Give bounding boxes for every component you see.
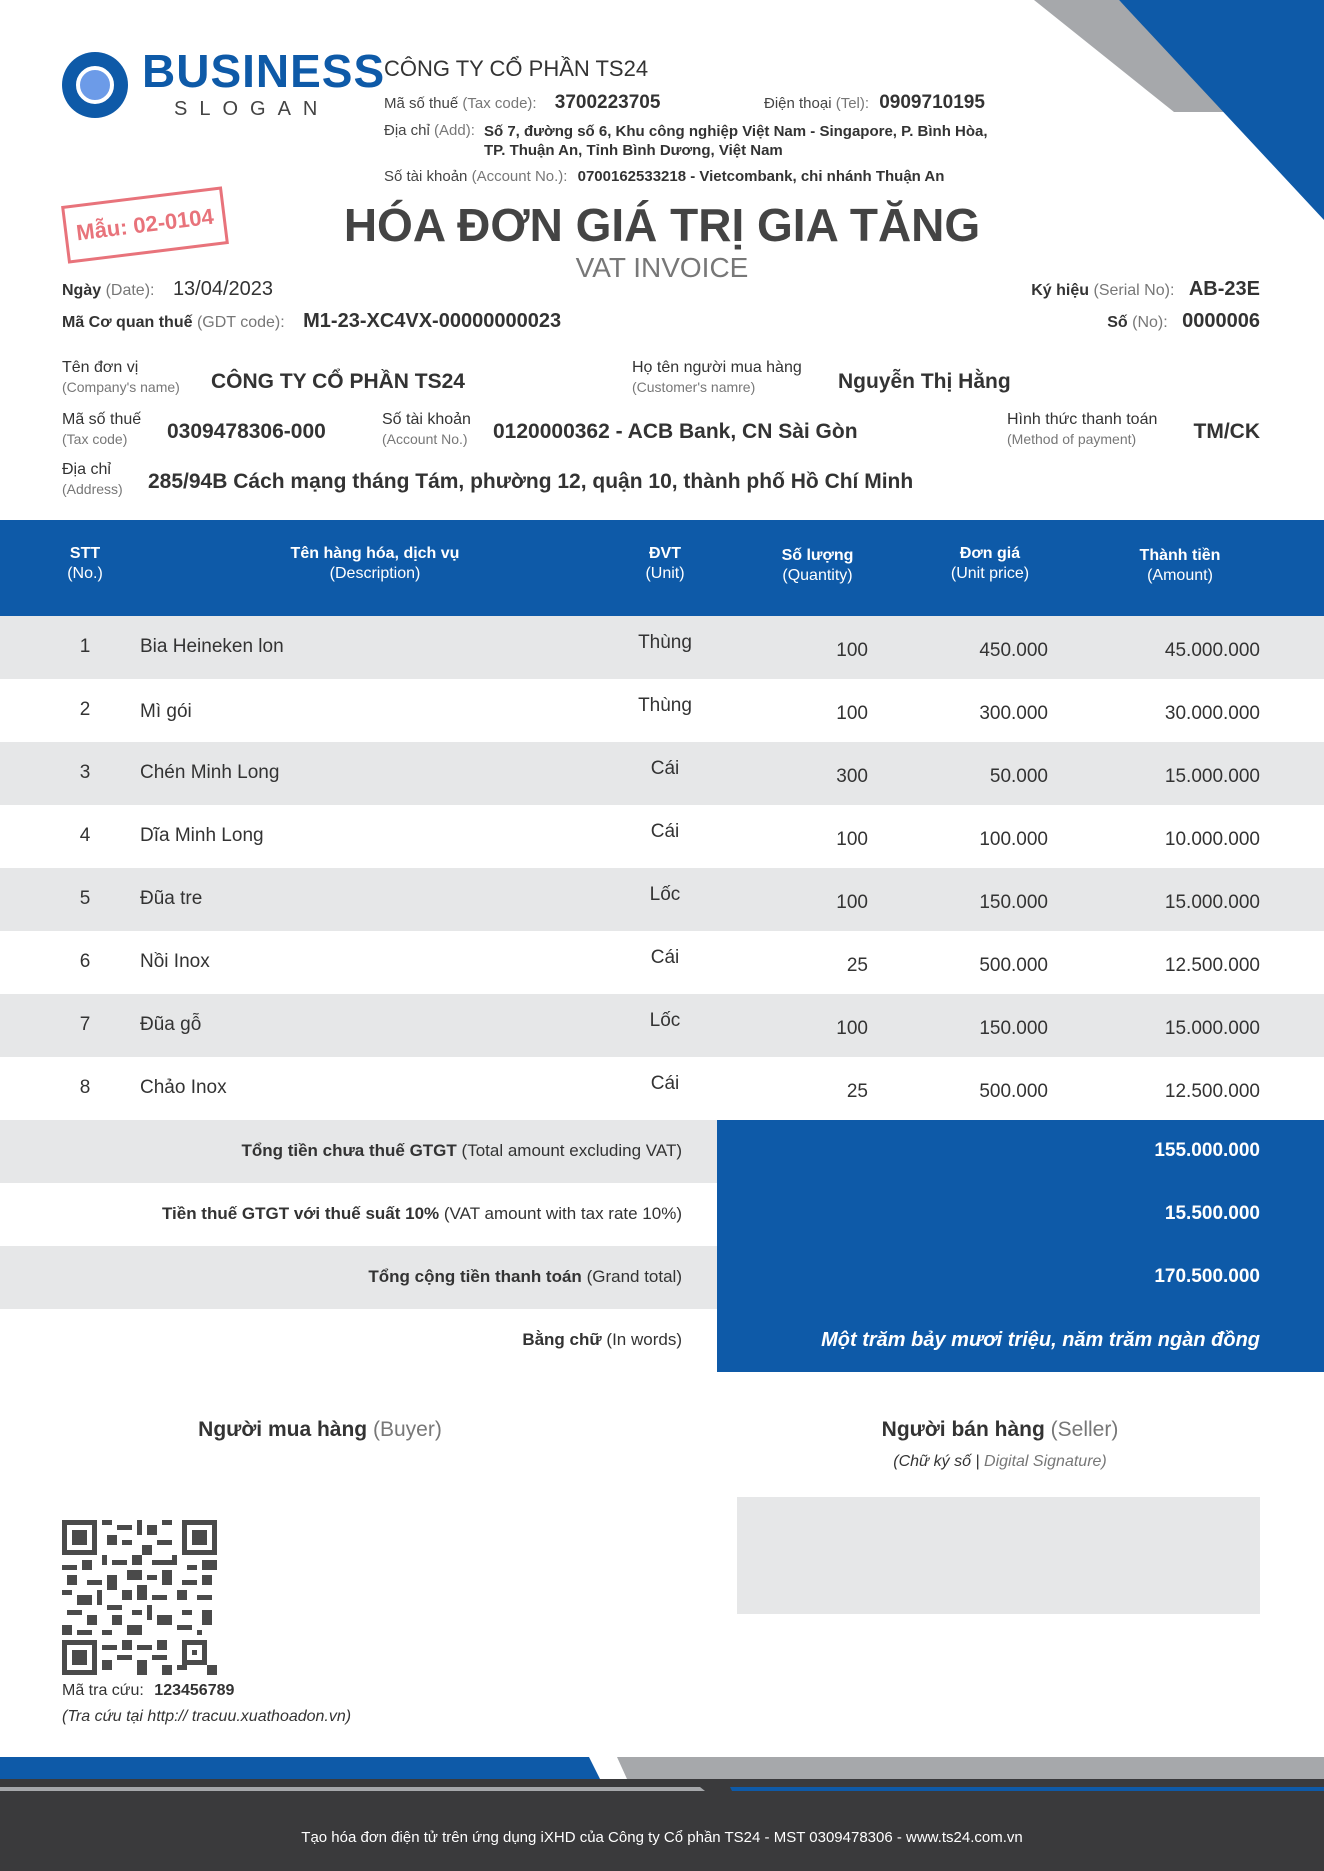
gdt-label-en: (GDT code): bbox=[196, 314, 285, 331]
seller-account-label: Số tài khoản bbox=[384, 168, 468, 185]
row-desc: Mì gói bbox=[140, 701, 192, 722]
buyer-tax-label-en: (Tax code) bbox=[62, 431, 128, 447]
serial-row bbox=[1031, 278, 1260, 301]
buyer-company-label-en: (Company's name) bbox=[62, 379, 180, 395]
table-row bbox=[0, 742, 1324, 805]
buyer-signature-label-en: (Buyer) bbox=[372, 1418, 442, 1441]
row-amount: 30.000.000 bbox=[1164, 703, 1260, 724]
row-qty: 100 bbox=[836, 703, 868, 724]
row-qty: 100 bbox=[836, 640, 868, 661]
row-no: 7 bbox=[79, 1014, 91, 1035]
buyer-customer-label bbox=[632, 358, 802, 396]
seller-tel-label: Điện thoại bbox=[764, 95, 832, 112]
vat-value: 15.500.000 bbox=[1164, 1203, 1260, 1224]
row-qty: 100 bbox=[836, 829, 868, 850]
row-unit: Cái bbox=[650, 1073, 680, 1094]
serial-no: AB-23E bbox=[1188, 278, 1260, 300]
row-price: 500.000 bbox=[979, 1081, 1048, 1102]
vat-label-en: (VAT amount with tax rate 10%) bbox=[443, 1204, 682, 1223]
row-unit: Thùng bbox=[638, 695, 692, 716]
seller-signature-label-en: (Seller) bbox=[1050, 1418, 1119, 1441]
lookup-note[interactable]: (Tra cứu tại http:// tracuu.xuathoadon.vn) bbox=[62, 1708, 352, 1725]
row-qty: 100 bbox=[836, 1018, 868, 1039]
table-row bbox=[0, 868, 1324, 931]
seller-tax-row bbox=[384, 92, 660, 114]
row-unit: Cái bbox=[650, 821, 680, 842]
items-table bbox=[0, 520, 1324, 1372]
row-amount: 45.000.000 bbox=[1164, 640, 1260, 661]
vat-label-vi: Tiền thuế GTGT với thuế suất 10% bbox=[161, 1204, 440, 1223]
vat-row bbox=[0, 1183, 1324, 1246]
business-logo bbox=[62, 45, 386, 122]
invoice-date-row bbox=[62, 278, 273, 301]
row-desc: Chảo Inox bbox=[140, 1077, 227, 1098]
buyer-address-label-vi: Địa chỉ bbox=[62, 461, 111, 478]
seller-signature-note bbox=[800, 1453, 1200, 1471]
row-unit: Cái bbox=[650, 947, 680, 968]
buyer-account-label-en: (Account No.) bbox=[382, 431, 468, 447]
row-no: 6 bbox=[79, 951, 91, 972]
row-no: 5 bbox=[79, 888, 91, 909]
gdt-code-row bbox=[62, 310, 561, 333]
buyer-company-label bbox=[62, 358, 180, 396]
buyer-signature-title bbox=[140, 1418, 500, 1442]
row-price: 150.000 bbox=[979, 892, 1048, 913]
row-no: 3 bbox=[79, 762, 91, 783]
table-row bbox=[0, 679, 1324, 742]
th-qty-en: (Quantity) bbox=[782, 567, 853, 584]
row-no: 8 bbox=[79, 1077, 91, 1098]
seller-tax-label-en: (Tax code): bbox=[462, 95, 537, 112]
grand-total-label bbox=[368, 1267, 682, 1287]
seller-address-label-wrap bbox=[384, 122, 475, 139]
seller-tax-code: 3700223705 bbox=[554, 92, 661, 113]
row-no: 2 bbox=[79, 699, 91, 720]
seller-address-line2: TP. Thuận An, Tỉnh Bình Dương, Việt Nam bbox=[484, 142, 783, 159]
words-label-en: (In words) bbox=[606, 1330, 682, 1349]
buyer-address-label bbox=[62, 460, 123, 498]
row-amount: 15.000.000 bbox=[1164, 892, 1260, 913]
grand-total-row bbox=[0, 1246, 1324, 1309]
vat-box bbox=[717, 1183, 1324, 1246]
grand-total-box bbox=[717, 1246, 1324, 1309]
row-desc: Nồi Inox bbox=[140, 951, 210, 972]
buyer-customer-label-en: (Customer's namre) bbox=[632, 379, 756, 395]
buyer-company-label-vi: Tên đơn vị bbox=[62, 359, 139, 376]
th-unit-vi: ĐVT bbox=[649, 545, 681, 562]
vat-label bbox=[162, 1204, 682, 1224]
row-desc: Chén Minh Long bbox=[140, 762, 280, 783]
seller-address bbox=[484, 122, 988, 160]
buyer-account-label-vi: Số tài khoản bbox=[382, 411, 471, 428]
in-words-value: Một trăm bảy mươi triệu, năm trăm ngàn đồng bbox=[821, 1329, 1260, 1351]
buyer-customer-label-vi: Họ tên người mua hàng bbox=[632, 359, 802, 376]
seller-note-vi: (Chữ ký số | bbox=[893, 1453, 980, 1470]
buyer-company: CÔNG TY CỔ PHẦN TS24 bbox=[211, 370, 465, 393]
table-row bbox=[0, 1057, 1324, 1120]
no-label: Số bbox=[1107, 314, 1128, 331]
grand-total-value: 170.500.000 bbox=[1154, 1266, 1260, 1287]
seller-company-name: CÔNG TY CỔ PHẦN TS24 bbox=[384, 56, 649, 81]
invoice-no-row bbox=[1107, 310, 1260, 333]
row-no: 1 bbox=[79, 636, 91, 657]
table-row bbox=[0, 994, 1324, 1057]
footer-text: Tạo hóa đơn điện tử trên ứng dụng iXHD của Công ty Cổ phần TS24 - MST 0309478306 - www.ts24.com.vn bbox=[301, 1829, 1023, 1846]
th-amount bbox=[1105, 546, 1255, 586]
subtotal-label bbox=[241, 1141, 682, 1161]
row-unit: Lốc bbox=[649, 884, 681, 905]
th-amount-en: (Amount) bbox=[1147, 567, 1213, 584]
row-unit: Thùng bbox=[638, 632, 692, 653]
seller-tel-label-en: (Tel): bbox=[835, 95, 870, 112]
row-amount: 12.500.000 bbox=[1164, 1081, 1260, 1102]
th-unit-en: (Unit) bbox=[645, 565, 685, 582]
buyer-signature-label: Người mua hàng bbox=[198, 1418, 368, 1441]
subtotal-box bbox=[717, 1120, 1324, 1183]
lookup-code-row bbox=[62, 1682, 234, 1700]
qr-code-icon bbox=[62, 1520, 217, 1675]
seller-address-label-en: (Add): bbox=[434, 122, 475, 139]
row-desc: Dĩa Minh Long bbox=[140, 825, 264, 846]
th-qty-vi: Số lượng bbox=[781, 547, 854, 564]
seller-account: 0700162533218 - Vietcombank, chi nhánh Thuận An bbox=[577, 168, 945, 185]
date-label: Ngày bbox=[62, 282, 102, 299]
th-price-vi: Đơn giá bbox=[959, 545, 1021, 562]
row-price: 500.000 bbox=[979, 955, 1048, 976]
th-desc bbox=[200, 544, 550, 584]
footer-decoration bbox=[0, 1757, 1324, 1797]
buyer-tax-label bbox=[62, 410, 141, 448]
table-header bbox=[0, 520, 1324, 616]
in-words-row bbox=[0, 1309, 1324, 1372]
lookup-code: 123456789 bbox=[154, 1682, 235, 1699]
seller-account-label-en: (Account No.): bbox=[471, 168, 568, 185]
row-unit: Lốc bbox=[649, 1010, 681, 1031]
row-desc: Đũa tre bbox=[140, 888, 203, 909]
form-stamp: Mẫu: 02-0104 bbox=[61, 186, 229, 263]
seller-account-row bbox=[384, 168, 944, 185]
buyer-customer: Nguyễn Thị Hằng bbox=[838, 370, 1011, 393]
th-desc-vi: Tên hàng hóa, dịch vụ bbox=[290, 545, 460, 562]
grand-label-vi: Tổng cộng tiền thanh toán bbox=[368, 1267, 582, 1286]
logo-slogan: SLOGAN bbox=[174, 98, 330, 120]
row-no: 4 bbox=[79, 825, 91, 846]
buyer-payment-label-en: (Method of payment) bbox=[1007, 431, 1137, 447]
seller-tax-label: Mã số thuế bbox=[384, 95, 459, 112]
seller-signature-title bbox=[800, 1418, 1200, 1442]
row-qty: 25 bbox=[846, 955, 868, 976]
th-no-vi: STT bbox=[69, 545, 101, 562]
th-qty bbox=[750, 546, 885, 586]
row-price: 100.000 bbox=[979, 829, 1048, 850]
in-words-box bbox=[717, 1309, 1324, 1372]
row-amount: 15.000.000 bbox=[1164, 1018, 1260, 1039]
grand-label-en: (Grand total) bbox=[586, 1267, 682, 1286]
row-amount: 10.000.000 bbox=[1164, 829, 1260, 850]
row-qty: 25 bbox=[846, 1081, 868, 1102]
lookup-label: Mã tra cứu: bbox=[62, 1682, 144, 1699]
th-no bbox=[40, 544, 130, 584]
date-label-en: (Date): bbox=[105, 282, 155, 299]
seller-address-line1: Số 7, đường số 6, Khu công nghiệp Việt Nam - Singapore, P. Bình Hòa, bbox=[484, 123, 988, 140]
subtotal-row bbox=[0, 1120, 1324, 1183]
digital-signature-box bbox=[737, 1497, 1260, 1614]
th-price bbox=[915, 544, 1065, 584]
row-unit: Cái bbox=[650, 758, 680, 779]
corner-decoration bbox=[1024, 0, 1324, 230]
table-row bbox=[0, 616, 1324, 679]
row-price: 300.000 bbox=[979, 703, 1048, 724]
logo-circle-icon bbox=[62, 52, 128, 118]
th-price-en: (Unit price) bbox=[950, 565, 1030, 582]
th-no-en: (No.) bbox=[67, 565, 103, 582]
th-unit bbox=[600, 544, 730, 584]
seller-tel-row bbox=[764, 92, 985, 114]
row-amount: 12.500.000 bbox=[1164, 955, 1260, 976]
table-row bbox=[0, 805, 1324, 868]
invoice-no: 0000006 bbox=[1182, 310, 1260, 332]
invoice-subtitle: VAT INVOICE bbox=[575, 252, 749, 283]
row-qty: 100 bbox=[836, 892, 868, 913]
buyer-payment-label-vi: Hình thức thanh toán bbox=[1007, 411, 1158, 428]
buyer-account-label bbox=[382, 410, 471, 448]
gdt-label: Mã Cơ quan thuế bbox=[62, 314, 193, 331]
no-label-en: (No): bbox=[1132, 314, 1168, 331]
seller-address-label: Địa chỉ bbox=[384, 122, 430, 139]
seller-tel: 0909710195 bbox=[879, 92, 985, 113]
row-price: 150.000 bbox=[979, 1018, 1048, 1039]
row-price: 450.000 bbox=[979, 640, 1048, 661]
invoice-date: 13/04/2023 bbox=[172, 278, 274, 300]
subtotal-label-en: (Total amount excluding VAT) bbox=[461, 1141, 682, 1160]
buyer-account: 0120000362 - ACB Bank, CN Sài Gòn bbox=[493, 420, 858, 443]
table-row bbox=[0, 931, 1324, 994]
subtotal-label-vi: Tổng tiền chưa thuế GTGT bbox=[241, 1141, 457, 1160]
row-desc: Đũa gỗ bbox=[140, 1014, 202, 1035]
buyer-tax-label-vi: Mã số thuế bbox=[62, 411, 142, 428]
row-desc: Bia Heineken lon bbox=[140, 636, 284, 657]
invoice-title: HÓA ĐƠN GIÁ TRỊ GIA TĂNG bbox=[343, 199, 981, 251]
serial-label-en: (Serial No): bbox=[1093, 282, 1175, 299]
serial-label: Ký hiệu bbox=[1031, 282, 1090, 299]
seller-note-en: Digital Signature) bbox=[984, 1453, 1107, 1470]
buyer-address: 285/94B Cách mạng tháng Tám, phường 12, quận 10, thành phố Hồ Chí Minh bbox=[148, 470, 914, 493]
buyer-address-label-en: (Address) bbox=[62, 481, 123, 497]
subtotal-value: 155.000.000 bbox=[1154, 1140, 1260, 1161]
buyer-tax-code: 0309478306-000 bbox=[167, 420, 326, 443]
row-qty: 300 bbox=[836, 766, 868, 787]
seller-signature-label: Người bán hàng bbox=[881, 1418, 1045, 1441]
words-label-vi: Bằng chữ bbox=[522, 1330, 602, 1349]
th-desc-en: (Description) bbox=[329, 565, 421, 582]
th-amount-vi: Thành tiền bbox=[1139, 547, 1221, 564]
gdt-code: M1-23-XC4VX-00000000023 bbox=[303, 310, 562, 332]
buyer-payment-label bbox=[1007, 410, 1157, 448]
in-words-label bbox=[522, 1330, 682, 1350]
buyer-payment: TM/CK bbox=[1193, 420, 1260, 443]
row-amount: 15.000.000 bbox=[1164, 766, 1260, 787]
logo-name: BUSINESS bbox=[142, 45, 386, 97]
row-price: 50.000 bbox=[989, 766, 1048, 787]
